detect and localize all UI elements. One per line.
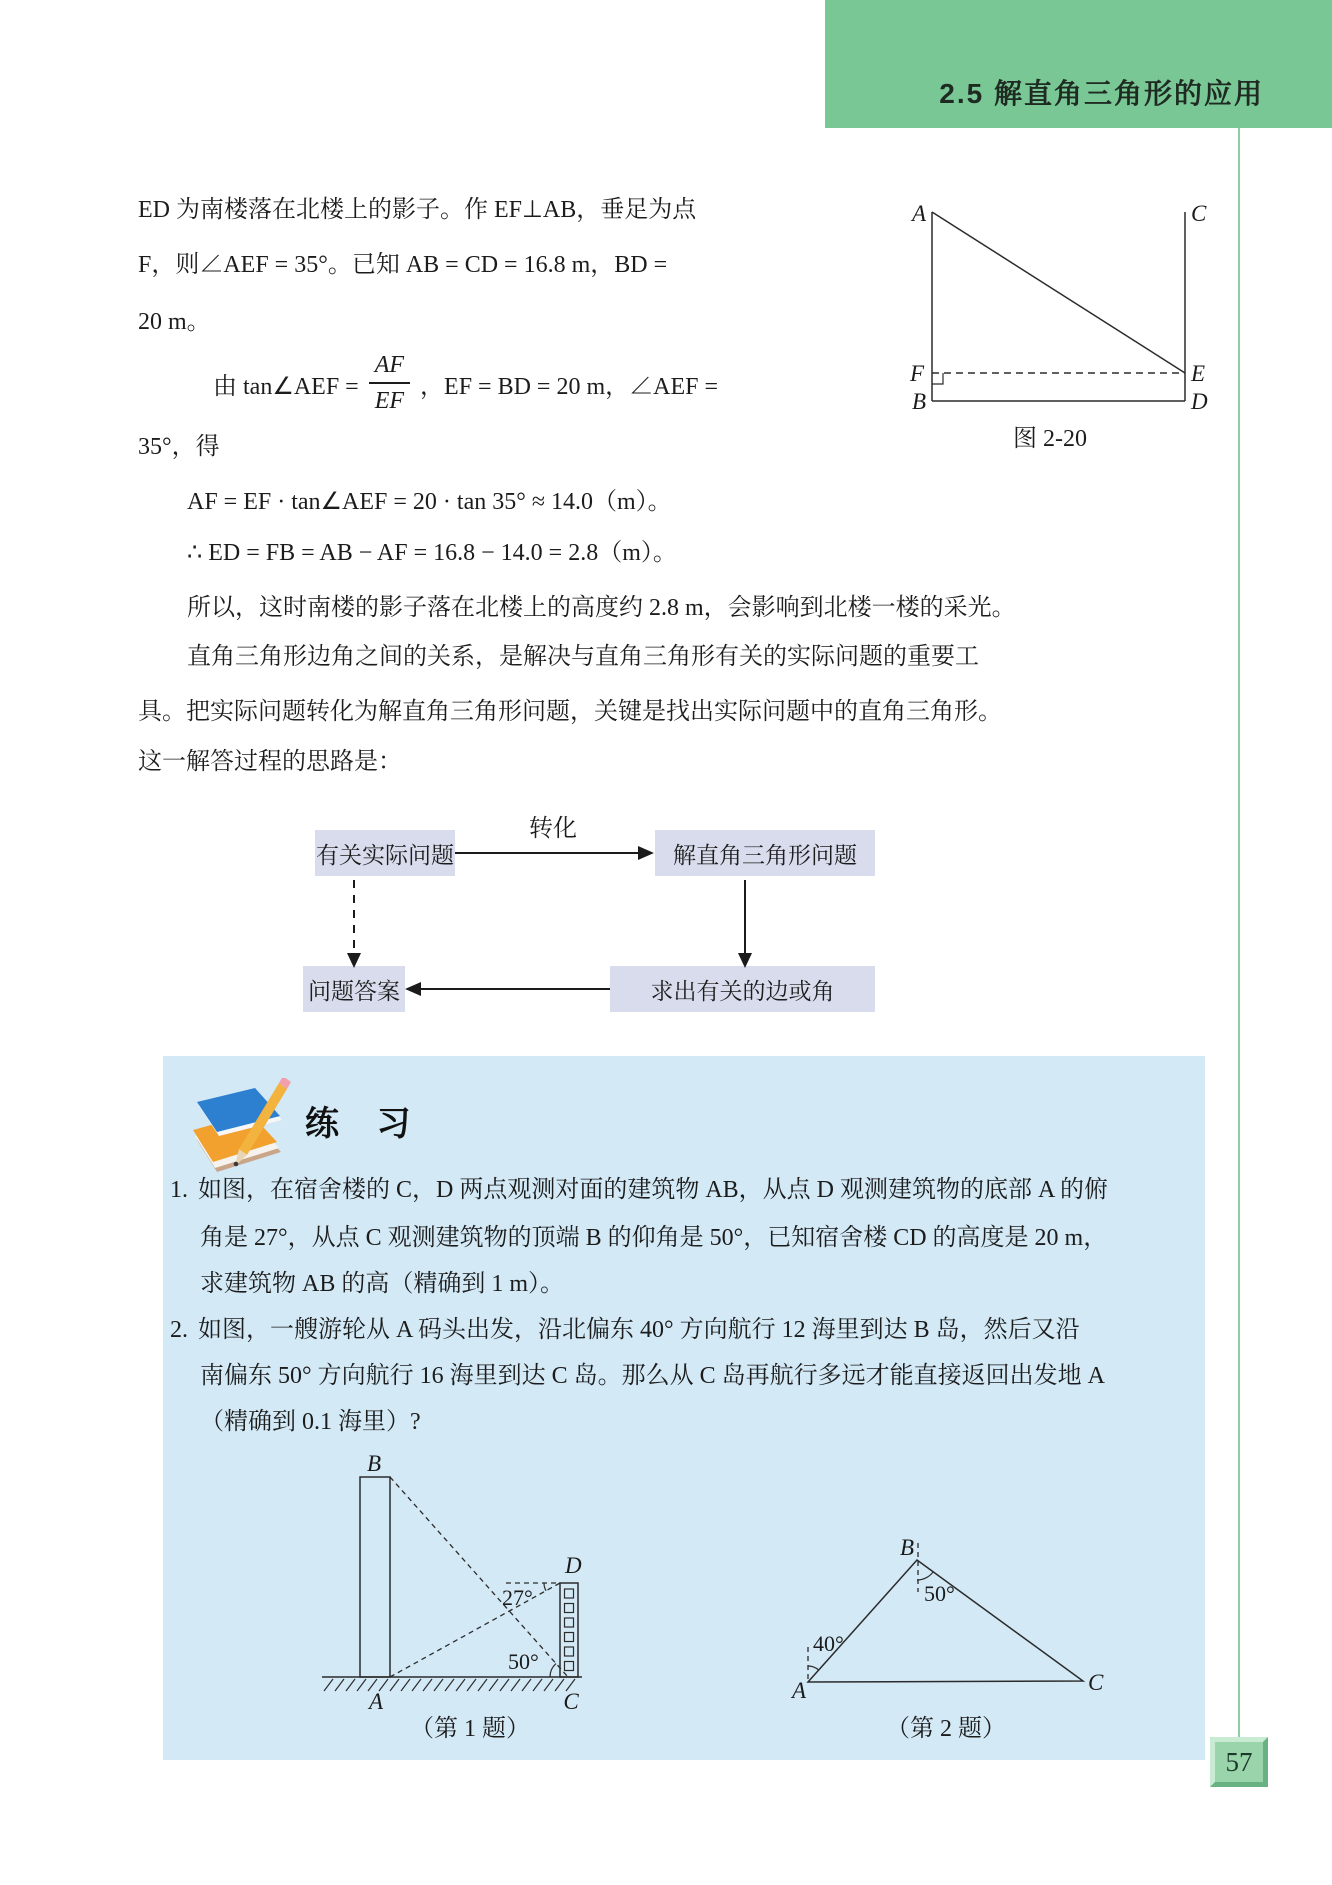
fig2-label-a: A (791, 1678, 806, 1703)
fig2-label-b: B (899, 1535, 914, 1560)
figure-1-caption: （第 1 题） (410, 1716, 530, 1742)
fraction-af-ef (369, 350, 410, 416)
paragraph-line-1: 直角三角形边角之间的关系，是解决与直角三角形有关的实际问题的重要工 (187, 644, 979, 670)
equation-suffix: ，EF = BD = 20 m，∠AEF = (420, 373, 719, 400)
page-number: 57 (1225, 1746, 1253, 1777)
solution-line-3: 20 m。 (138, 309, 211, 335)
problem-1-line-3: 求建筑物 AB 的高（精确到 1 m）。 (200, 1271, 565, 1297)
fig1-label-b: B (366, 1455, 382, 1476)
arrow-down-solid-head (738, 953, 752, 968)
problem-1-figure (310, 1455, 610, 1720)
right-angle-mark (932, 373, 943, 384)
fraction-denominator: EF (369, 382, 410, 416)
fig1-angle-50: 50° (508, 1649, 539, 1674)
fig1-label-d: D (565, 1553, 582, 1578)
point-label-e: E (1191, 361, 1206, 386)
problem-2-line-2: 南偏东 50° 方向航行 16 海里到达 C 岛。那么从 C 岛再航行多远才能直接返回出发地 A (200, 1363, 1105, 1389)
page-number-box (1210, 1737, 1268, 1787)
equation-prefix: 由 tan∠AEF = (213, 373, 359, 400)
paragraph-line-2: 具。把实际问题转化为解直角三角形问题，关键是找出实际问题中的直角三角形。 (138, 699, 1002, 725)
flow-box-practical-problem: 有关实际问题 (315, 830, 455, 876)
figure-2-20-caption: 图 2-20 (1013, 426, 1087, 452)
problem-1-number: 1. (170, 1177, 188, 1203)
flowchart-arrows (0, 795, 1000, 1025)
arrow-down-dashed-head (347, 953, 361, 968)
fig1-label-c: C (563, 1689, 579, 1714)
flow-arrow-label: 转化 (529, 816, 577, 842)
section-title: 2.5 解直角三角形的应用 (939, 78, 1264, 109)
fig2-angle-40: 40° (813, 1631, 844, 1656)
figure-2-20-diagram (870, 175, 1230, 415)
fig2-label-c: C (1088, 1670, 1104, 1695)
equation-2: ∴ ED = FB = AB − AF = 16.8 − 14.0 = 2.8（m）。 (187, 540, 677, 566)
section-header-bar (825, 0, 1332, 128)
conclusion-line: 所以，这时南楼的影子落在北楼上的高度约 2.8 m，会影响到北楼一楼的采光。 (187, 595, 1016, 621)
solution-line-1: ED 为南楼落在北楼上的影子。作 EF⊥AB，垂足为点 (138, 197, 697, 223)
fig2-angle-50: 50° (924, 1581, 955, 1606)
fig1-label-a: A (368, 1689, 384, 1714)
problem-1-line-2: 角是 27°，从点 C 观测建筑物的顶端 B 的仰角是 50°，已知宿舍楼 CD 的高度是 20 m， (200, 1225, 1108, 1251)
figure-2-caption: （第 2 题） (886, 1716, 1006, 1742)
arrow-left-head (405, 982, 421, 996)
practice-title: 练 习 (305, 1105, 425, 1143)
equation-with-fraction (213, 350, 718, 416)
fig1-angle-27: 27° (502, 1585, 533, 1610)
dormitory-building (560, 1583, 578, 1677)
margin-rule (1238, 128, 1240, 1737)
fraction-numerator: AF (374, 352, 405, 378)
point-label-d: D (1191, 389, 1208, 414)
equation-continuation: 35°，得 (138, 434, 220, 460)
point-label-b: B (911, 389, 926, 414)
problem-2-line-3: （精确到 0.1 海里）? (200, 1409, 421, 1435)
problem-2-line-1: 2. 如图，一艘游轮从 A 码头出发，沿北偏东 40° 方向航行 12 海里到达 B 岛，然后又沿 (170, 1314, 1080, 1346)
ground-hatching (324, 1679, 575, 1691)
flow-box-find-sides-angles: 求出有关的边或角 (610, 966, 875, 1012)
problem-2-figure (640, 1535, 1120, 1710)
flow-box-solve-right-triangle: 解直角三角形问题 (655, 830, 875, 876)
point-label-f: F (909, 361, 924, 386)
problem-1-line-1: 1. 如图，在宿舍楼的 C，D 两点观测对面的建筑物 AB，从点 D 观测建筑物的底部 A 的俯 (170, 1174, 1108, 1206)
point-label-a: A (911, 201, 926, 226)
solution-line-2: F，则∠AEF = 35°。已知 AB = CD = 16.8 m，BD = (138, 252, 668, 278)
problem-2-number: 2. (170, 1317, 188, 1343)
flow-box-answer: 问题答案 (303, 966, 405, 1012)
paragraph-line-3: 这一解答过程的思路是： (138, 749, 402, 775)
arrow-right-head (638, 846, 654, 860)
equation-1: AF = EF · tan∠AEF = 20 · tan 35° ≈ 14.0（m）。 (187, 489, 672, 515)
point-label-c: C (1191, 201, 1207, 226)
